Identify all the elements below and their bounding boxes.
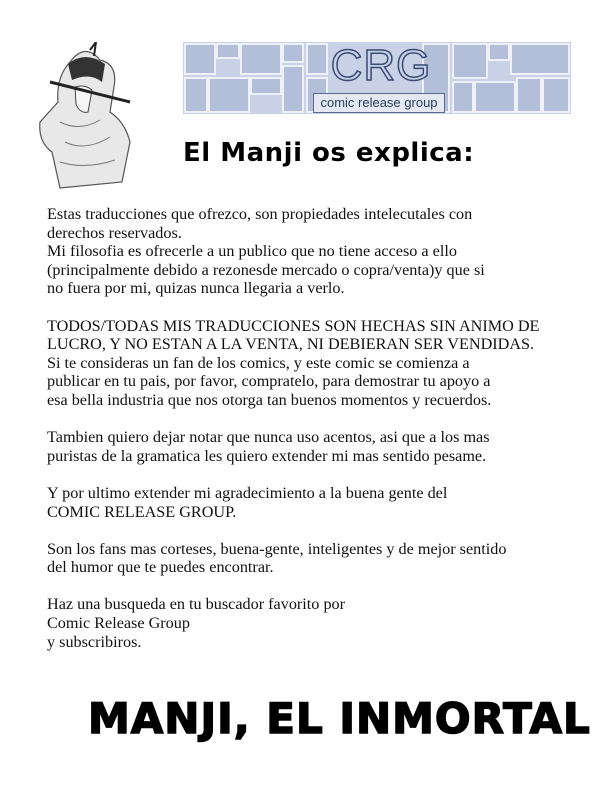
text-line: LUCRO, Y NO ESTAN A LA VENTA, NI DEBIERAN SER VENDIDAS. <box>47 335 535 354</box>
text-line: COMIC RELEASE GROUP. <box>47 502 237 521</box>
text-line: puristas de la gramatica les quiero extender mi mas sentido pesame. <box>47 446 487 465</box>
text-line: Son los fans mas corteses, buena-gente, inteligentes y de mejor sentido <box>47 539 507 558</box>
paragraph <box>47 205 597 298</box>
text-line: del humor que te puedes encontrar. <box>47 558 274 577</box>
text-line: publicar en tu pais, por favor, compratelo, para demostrar tu apoyo a <box>47 372 491 391</box>
manji-illustration <box>30 42 142 190</box>
crg-banner-logo <box>183 42 571 114</box>
paragraph <box>47 317 597 410</box>
page-heading: El Manji os explica: <box>183 138 475 168</box>
paragraph <box>47 595 597 651</box>
body-text <box>47 205 597 670</box>
text-line: Estas traducciones que ofrezco, son propiedades intelecutales con <box>47 205 473 223</box>
text-line: Si te consideras un fan de los comics, y este comic se comienza a <box>47 353 470 372</box>
text-line: no fuera por mi, quizas nunca llegaria a verlo. <box>47 279 345 298</box>
text-line: y subscribiros. <box>47 632 142 651</box>
paragraph <box>47 428 597 465</box>
crg-logo-text: CRG <box>330 41 432 90</box>
text-line: Tambien quiero dejar notar que nunca uso acentos, asi que a los mas <box>47 428 490 447</box>
text-line: Comic Release Group <box>47 614 190 633</box>
text-line: Y por ultimo extender mi agradecimiento a la buena gente del <box>47 483 448 502</box>
paragraph <box>47 540 597 577</box>
crg-subtitle: comic release group <box>313 93 445 113</box>
text-line: TODOS/TODAS MIS TRADUCCIONES SON HECHAS SIN ANIMO DE <box>47 316 540 335</box>
text-line: (principalmente debido a rezonesde mercado o copra/venta)y que si <box>47 260 485 279</box>
text-line: esa bella industria que nos otorga tan buenos momentos y recuerdos. <box>47 390 492 409</box>
paragraph <box>47 484 597 521</box>
text-line: derechos reservados. <box>47 223 182 242</box>
footer-title: MANJI, EL INMORTAL <box>88 694 591 743</box>
text-line: Haz una busqueda en tu buscador favorito por <box>47 595 346 614</box>
text-line: Mi filosofia es ofrecerle a un publico que no tiene acceso a ello <box>47 242 457 261</box>
